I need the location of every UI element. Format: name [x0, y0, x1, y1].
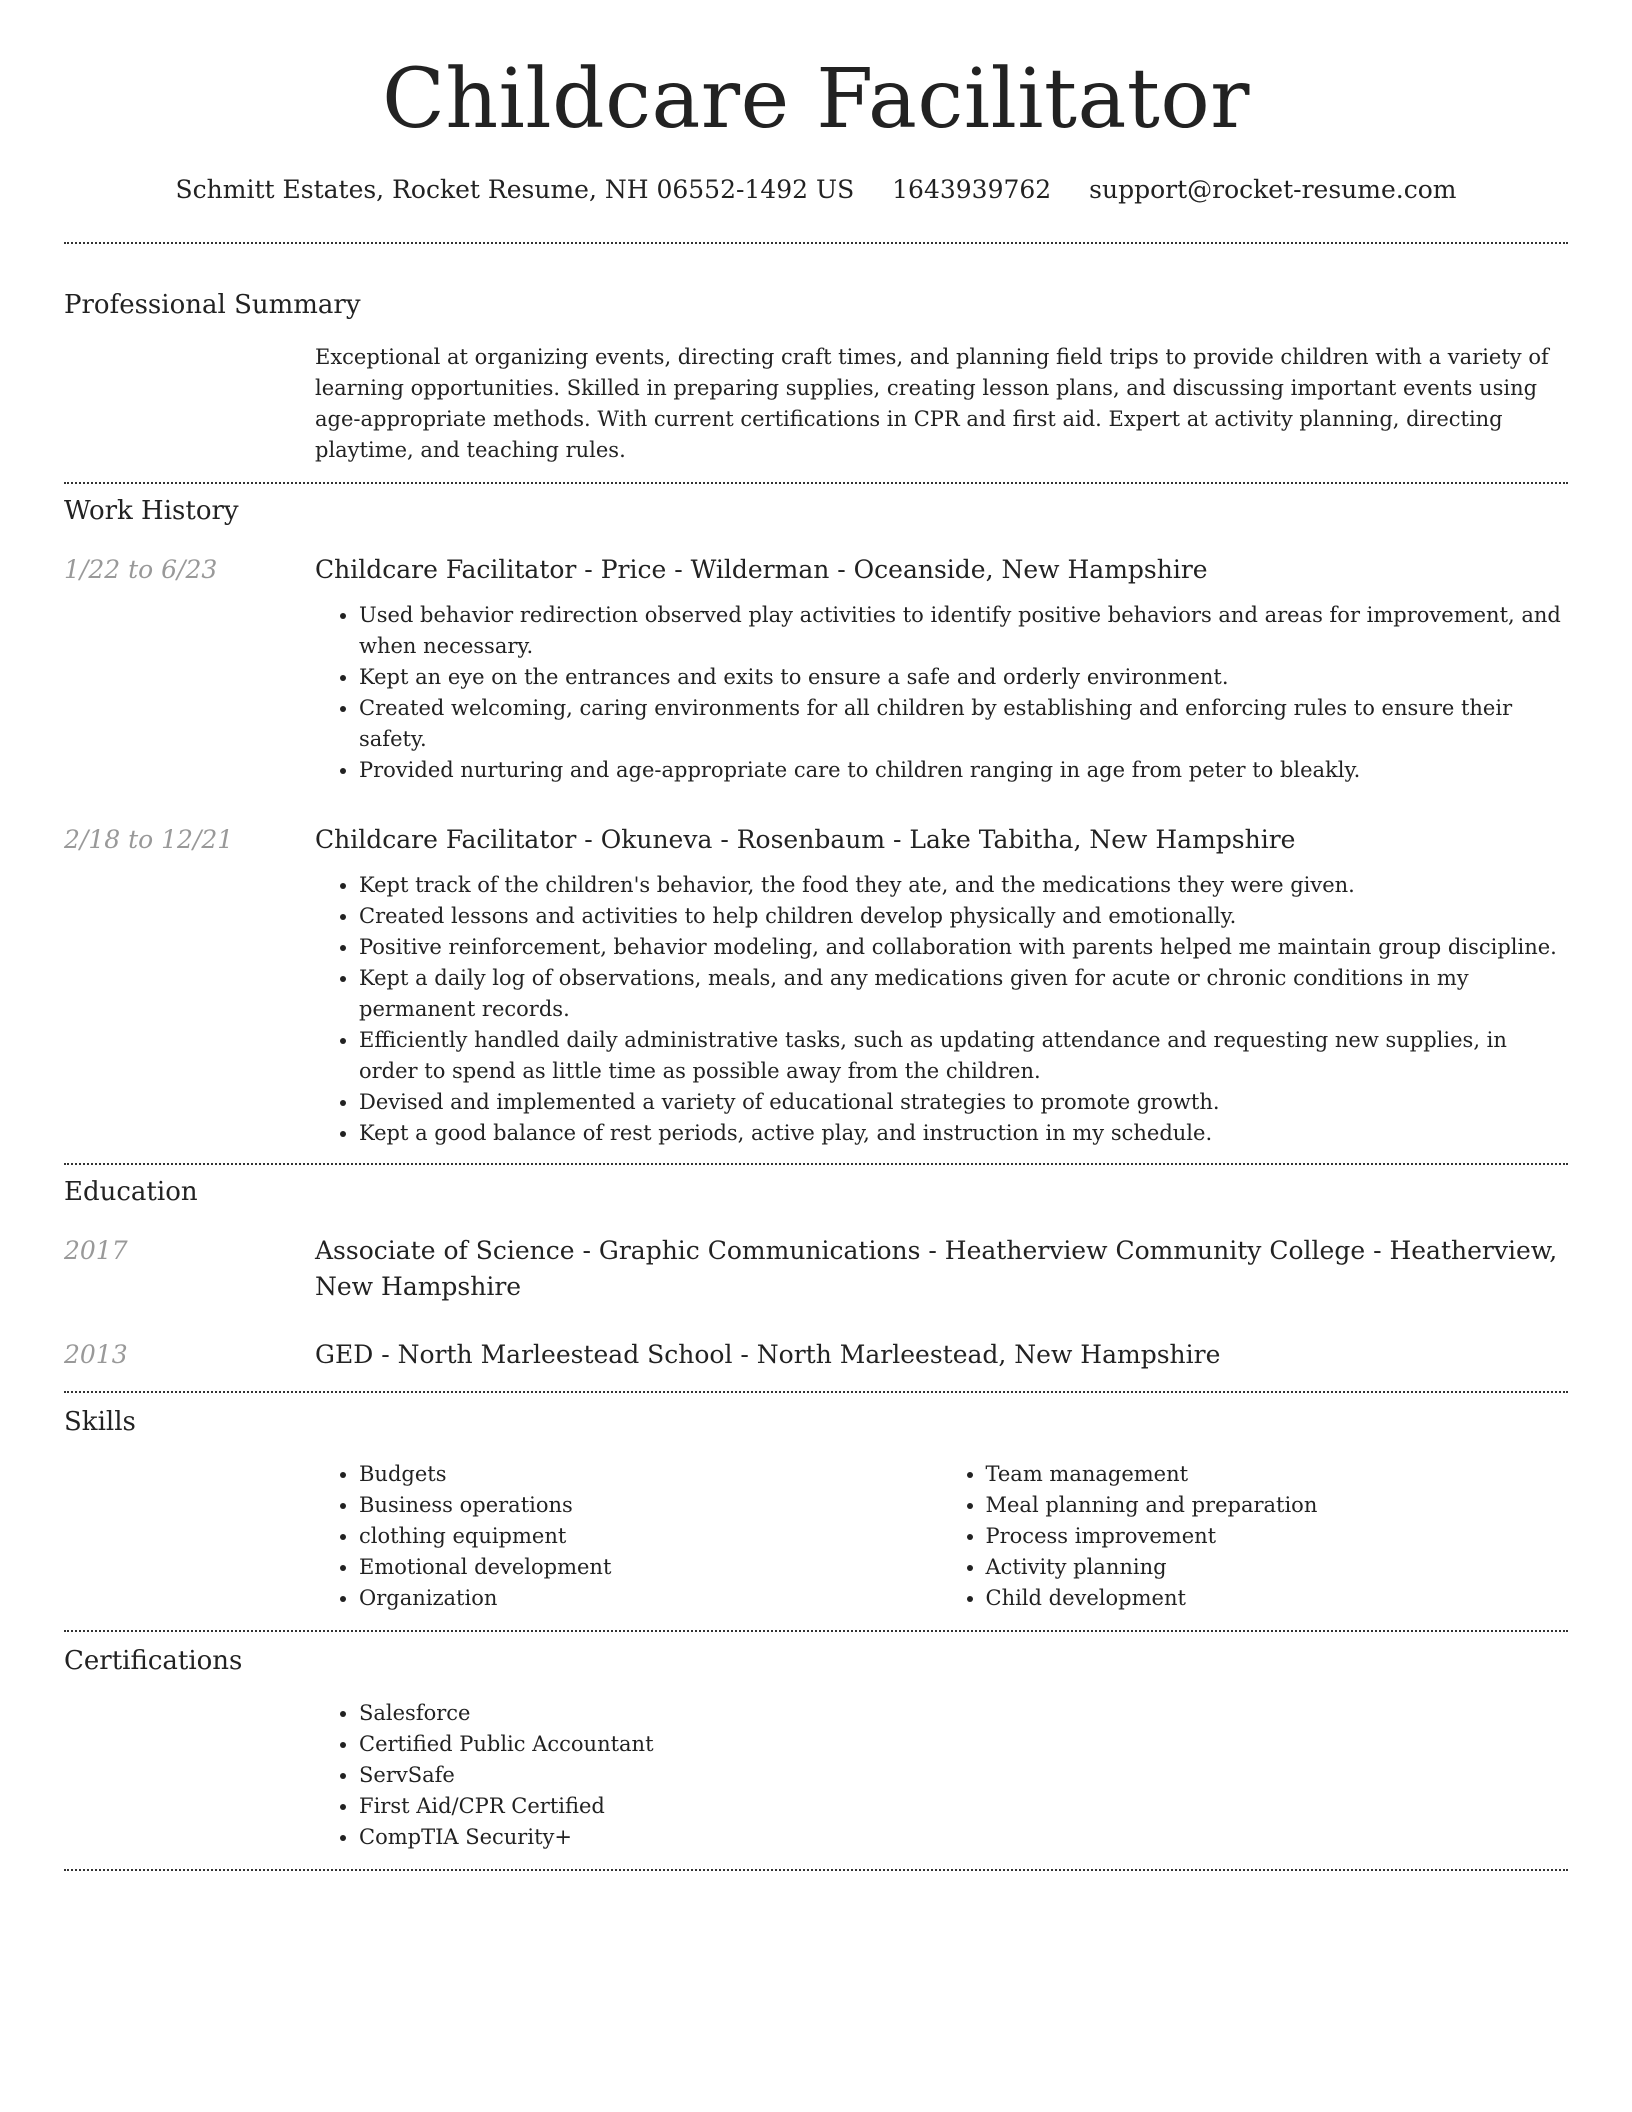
- contact-phone: 1643939762: [892, 175, 1052, 204]
- section-divider: [64, 1869, 1568, 1871]
- skill-item: • Emotional development: [359, 1552, 942, 1583]
- certifications-section: [64, 1632, 1568, 1853]
- summary-heading: Professional Summary: [64, 290, 361, 320]
- certification-item: • ServSafe: [359, 1760, 1568, 1791]
- job-bullet: • Kept an eye on the entrances and exits to ensure a safe and orderly environment.: [359, 662, 1568, 693]
- job-bullet: • Created welcoming, caring environments for all children by establishing and enforcing rules to ensure their safety.: [359, 693, 1568, 755]
- education-entry: [64, 1337, 1568, 1373]
- skill-item: • Process improvement: [986, 1521, 1569, 1552]
- skills-grid: [315, 1459, 1568, 1614]
- education-title: Associate of Science - Graphic Communications - Heatherview Community College - Heatherview, New Hampshire: [315, 1236, 1558, 1301]
- job-bullet: • Positive reinforcement, behavior modeling, and collaboration with parents helped me maintain group discipline.: [359, 932, 1568, 963]
- skill-item: • Activity planning: [986, 1552, 1569, 1583]
- job-bullet: • Kept a good balance of rest periods, active play, and instruction in my schedule.: [359, 1118, 1568, 1149]
- certification-item: • Certified Public Accountant: [359, 1729, 1568, 1760]
- certification-item: • Salesforce: [359, 1698, 1568, 1729]
- resume-header: [64, 0, 1568, 206]
- education-section: [64, 1165, 1568, 1373]
- summary-section: [64, 244, 1568, 466]
- contact-email: support@rocket-resume.com: [1089, 175, 1457, 204]
- job-bullets: [315, 870, 1568, 1149]
- education-title: GED - North Marleestead School - North Marleestead, New Hampshire: [315, 1340, 1221, 1369]
- skills-section: [64, 1393, 1568, 1614]
- certifications-list: [315, 1698, 1568, 1853]
- job-bullet: • Kept a daily log of observations, meals, and any medications given for acute or chronic conditions in my permanent records.: [359, 963, 1568, 1025]
- certification-item: • CompTIA Security+: [359, 1822, 1568, 1853]
- job-dates: 2/18 to 12/21: [64, 825, 234, 854]
- skill-item: • clothing equipment: [359, 1521, 942, 1552]
- skills-list-right: [942, 1459, 1569, 1614]
- job-bullet: • Efficiently handled daily administrative tasks, such as updating attendance and requesting new supplies, in order to spend as little time as possible away from the children.: [359, 1025, 1568, 1087]
- job-bullet: • Provided nurturing and age-appropriate care to children ranging in age from peter to bleakly.: [359, 755, 1568, 786]
- job-title: Childcare Facilitator - Okuneva - Rosenbaum - Lake Tabitha, New Hampshire: [315, 825, 1296, 854]
- certifications-heading: Certifications: [64, 1646, 243, 1676]
- work-history-section: [64, 484, 1568, 1149]
- skill-item: • Budgets: [359, 1459, 942, 1490]
- work-history-heading: Work History: [64, 496, 239, 526]
- job-entry: [64, 552, 1568, 786]
- job-bullet: • Created lessons and activities to help children develop physically and emotionally.: [359, 901, 1568, 932]
- education-heading: Education: [64, 1177, 198, 1207]
- job-bullet: • Kept track of the children's behavior, the food they ate, and the medications they were given.: [359, 870, 1568, 901]
- contact-line: [64, 174, 1568, 206]
- job-bullet: • Devised and implemented a variety of educational strategies to promote growth.: [359, 1087, 1568, 1118]
- certification-item: • First Aid/CPR Certified: [359, 1791, 1568, 1822]
- skills-heading: Skills: [64, 1407, 136, 1437]
- job-title: Childcare Facilitator - Price - Wilderman - Oceanside, New Hampshire: [315, 555, 1208, 584]
- education-entry: [64, 1233, 1568, 1305]
- contact-address: Schmitt Estates, Rocket Resume, NH 06552-1492 US: [175, 175, 855, 204]
- job-bullet: • Used behavior redirection observed play activities to identify positive behaviors and areas for improvement, and when necessary.: [359, 600, 1568, 662]
- skill-item: • Team management: [986, 1459, 1569, 1490]
- job-entry: [64, 822, 1568, 1149]
- skill-item: • Business operations: [359, 1490, 942, 1521]
- candidate-name: Childcare Facilitator: [382, 52, 1250, 147]
- education-year: 2017: [64, 1236, 128, 1265]
- skill-item: • Child development: [986, 1583, 1569, 1614]
- skill-item: • Meal planning and preparation: [986, 1490, 1569, 1521]
- skill-item: • Organization: [359, 1583, 942, 1614]
- job-bullets: [315, 600, 1568, 786]
- education-year: 2013: [64, 1340, 128, 1369]
- job-dates: 1/22 to 6/23: [64, 555, 218, 584]
- skills-list-left: [315, 1459, 942, 1614]
- summary-text: Exceptional at organizing events, directing craft times, and planning field trips to provide children with a variety of learning opportunities. Skilled in preparing supplies, creating lesson plans, and discussing important events using age-appropriate methods. With current certifications in CPR and first aid. Expert at activity planning, directing playtime, and teaching rules.: [315, 345, 1549, 462]
